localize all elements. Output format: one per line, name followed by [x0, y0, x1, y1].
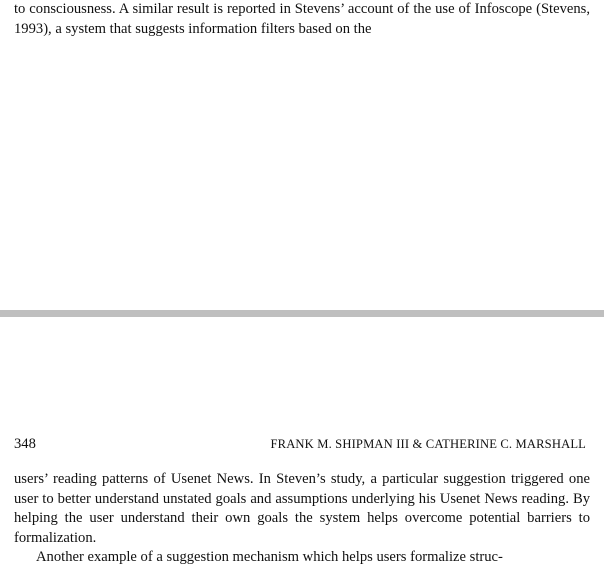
- top-paragraph: to consciousness. A similar result is reported in Stevens’ account of the use of Infoscope (Stevens, 1993), a system that suggests information filters based on the: [14, 1, 590, 37]
- running-head: [14, 436, 590, 454]
- page-divider: [0, 310, 604, 317]
- body-text-block: [14, 470, 590, 568]
- top-text-block: [14, 0, 590, 39]
- body-paragraph-1: users’ reading patterns of Usenet News. In Steven’s study, a particular suggestion triggered one user to better understand unstated goals and assumptions underlying his Usenet News reading. By helping the user understand their own goals the system helps overcome potential barriers to formalization.: [14, 471, 590, 546]
- blank-page-region: [0, 44, 604, 310]
- running-head-title: FRANK M. SHIPMAN III & CATHERINE C. MARSHALL: [270, 437, 586, 451]
- page-number: 348: [14, 436, 36, 452]
- body-paragraph-2: Another example of a suggestion mechanism which helps users formalize struc-: [36, 549, 503, 565]
